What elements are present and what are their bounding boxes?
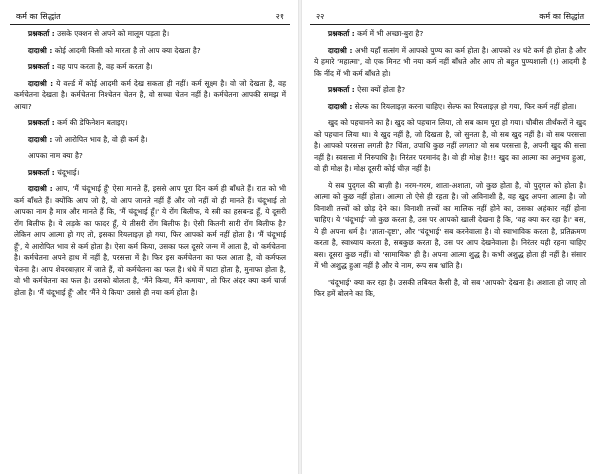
paragraph <box>14 167 286 179</box>
paragraph <box>314 101 586 113</box>
paragraph-text: खुद को पहचानने का है। खुद को पहचान लिया, तो सब काम पूरा हो गया। चौबीस तीर्थंकरों ने खुद को पहचान लिया था। ये खुद नहीं है, जो दिखता है, जो सुनता है, वो सब खुद नहीं है। वो सब परसत्ता है। आपको परसत्ता लगती है? चिंता, उपाधि कुछ नहीं लगता? वो सब परसत्ता है, अपनी खुद की सत्ता नहीं है। स्वसत्ता में निरुपाधि है। निरंतर परमानंद है। वो ही मोक्ष है!!! खुद का आत्मा का अनुभव हुआ, वो ही मोक्ष है। मोक्ष दूसरी कोई चीज़ नहीं है। <box>314 118 586 173</box>
paragraph <box>14 45 286 57</box>
paragraph <box>14 134 286 146</box>
paragraph-text: कर्म की डेफिनेशन बताइए। <box>57 118 128 127</box>
left-page-body <box>10 25 290 298</box>
right-page-body <box>310 25 590 300</box>
paragraph <box>14 117 286 129</box>
book-gutter <box>298 0 302 474</box>
speaker-label: दादाश्री : <box>28 45 53 55</box>
speaker-label: दादाश्री : <box>328 101 353 111</box>
right-running-title: कर्म का सिद्धांत <box>539 12 584 21</box>
speaker-label: प्रश्नकर्ता : <box>328 29 355 38</box>
speaker-label: प्रश्नकर्ता : <box>328 85 355 94</box>
paragraph-text: ऐसा क्यों होता है? <box>357 85 406 94</box>
paragraph <box>314 45 586 80</box>
speaker-label: प्रश्नकर्ता : <box>28 29 55 38</box>
speaker-label: दादाश्री : <box>28 184 53 193</box>
paragraph-text: जो आरोपित भाव है, वो ही कर्म है। <box>54 134 148 144</box>
paragraph <box>314 180 586 272</box>
right-page <box>310 0 590 474</box>
right-page-header <box>310 0 590 25</box>
paragraph-text: कर्म में भी अच्छा-बुरा है? <box>357 29 424 38</box>
speaker-label: प्रश्नकर्ता : <box>28 167 55 177</box>
paragraph-text: कोई आदमी किसी को मारता है तो आप क्या देखता है? <box>54 45 201 55</box>
paragraph-text: वह पाप करता है, वह कर्म करता है। <box>57 62 153 71</box>
left-page-number: २१ <box>275 12 284 21</box>
paragraph-text: अभी यहाँ सत्संग में आपको पुण्य का कर्म होता है। आपको २४ घंटे कर्म ही होता है और ये हमारे 'महात्मा', वो एक मिनट भी नया कर्म नहीं बाँधते और आप तो बहुत पुण्यशाली (!) आदमी है कि नींद में भी कर्म बाँधते हो। <box>314 45 586 78</box>
paragraph-text: आप, 'मैं चंदूभाई हूँ' ऐसा मानते हैं, इससे आप पूरा दिन कर्म ही बाँधते हैं। रात को भी कर्म बाँधते हैं। क्योंकि आप जो है, वो आप जानते नहीं हैं और जो नहीं वो ही मानते हैं। चंदूभाई तो आपका नाम है मात्र और मानते हैं कि, 'मैं चंदूभाई हूँ।' ये रोंग बिलीफ, ये स्त्री का हसबन्ड हूँ, ये दूसरी रोंग बिलीफ है। ये लड़के का फादर हूँ, ये तीसरी रोंग बिलीफ है। ऐसी कितनी सारी रोंग बिलीफ है? लेकिन आप आत्मा हो गए तो, इसका रियलाइज़ हो गया, फिर आपको कर्म नहीं होता है। 'मैं चंदूभाई हूँ', ये आरोपित भाव से कर्म होता है। ऐसा कर्म किया, उसका फल दूसरे जन्म में आता है, वो कर्मचेतना है। कर्मचेतना अपने हाथ में नहीं है, परसत्ता में है। फिर इस कर्मचेतना का फल आता है, वो कर्मफल चेतना है। आप शेयरबाज़ार में जाते हैं, वो कर्मचेतना का फल है। धंधे में घाटा होता है, मुनाफा होता है, वो भी कर्मचेतना का फल है। उसको बोलता है, 'मैंने किया, मैंने कमाया', तो फिर अंदर क्या कर्म चार्ज होता है। 'मैं चंदूभाई हूँ' और 'मैंने ये किया' उससे ही नया कर्म होता है। <box>14 184 286 297</box>
speaker-label: दादाश्री : <box>28 78 54 88</box>
paragraph-text: ये सब पुद्‌गल की बाज़ी है। नरम-गरम, शाता-अशाता, जो कुछ होता है, वो पुद्‌गल को होता है। आत्मा को कुछ नहीं होता। आत्मा तो ऐसे ही रहता है। जो अविनाशी है, वह खुद अपना आत्मा है। जो विनाशी तत्त्वों को छोड़ देने का। विनाशी तत्त्वों का मालिक नहीं होने का, उसका अहंकार नहीं होना चाहिए। ये 'चंदूभाई' जो कुछ करता है, उस पर आपको खाली देखना है कि, 'वह क्या कर रहा है।' बस, ये ही अपना धर्म है। 'ज्ञाता-दृष्टा', और 'चंदूभाई' सब करनेवाला है। वो स्वाभाविक करता है, प्रतिक्रमण करता है, स्वाध्याय करता है, सबकुछ करता है, उस पर आप देखनेवाला है। निरंतर यही रहना चाहिए बस। दूसरा कुछ नहीं। वो 'सामायिक' ही है। अपना आत्मा शुद्ध है। कभी अशुद्ध होता ही नहीं है। संसार में भी अशुद्ध हुआ नहीं है और ये नाम, रूप सब भ्रांति है। <box>314 180 586 270</box>
paragraph <box>314 28 586 40</box>
left-page <box>10 0 290 474</box>
speaker-label: दादाश्री : <box>328 45 353 55</box>
paragraph <box>14 28 286 40</box>
left-running-title: कर्म का सिद्धांत <box>16 12 61 21</box>
paragraph <box>14 78 286 113</box>
paragraph-text: 'चंदूभाई' क्या कर रहा है। उसकी तबियत कैसी है, वो सब 'आपको' देखना है। अशाता हो जाए तो फिर हमें बोलने का कि, <box>314 277 586 298</box>
paragraph <box>14 183 286 298</box>
paragraph-text: सेल्फ का रियलाइज़ करना चाहिए। सेल्फ का रियलाइज़ हो गया, फिर कर्म नहीं होता। <box>354 101 577 111</box>
paragraph-text: आपका नाम क्या है? <box>28 151 83 160</box>
paragraph-text: उसके एक्शन से अपने को मालूम पड़ता है। <box>57 29 170 38</box>
paragraph <box>14 150 286 162</box>
speaker-label: प्रश्नकर्ता : <box>28 118 55 127</box>
paragraph <box>314 117 586 175</box>
speaker-label: दादाश्री : <box>28 134 53 144</box>
paragraph-text: चंदूभाई। <box>57 167 80 177</box>
paragraph <box>314 84 586 96</box>
paragraph <box>14 61 286 73</box>
paragraph-text: ये वर्ल्ड में कोई आदमी कर्म देख सकता ही नहीं। कर्म सूक्ष्म है। वो जो देखता है, वह कर्मचेतना देखता है। कर्मचेतना निश्चेतन चेतन है, वो सच्चा चेतन नहीं है। कर्मचेतना आपकी समझ में आया? <box>14 78 286 111</box>
speaker-label: प्रश्नकर्ता : <box>28 62 55 71</box>
left-page-header <box>10 0 290 25</box>
paragraph <box>314 277 586 300</box>
right-page-number: २२ <box>316 12 325 21</box>
